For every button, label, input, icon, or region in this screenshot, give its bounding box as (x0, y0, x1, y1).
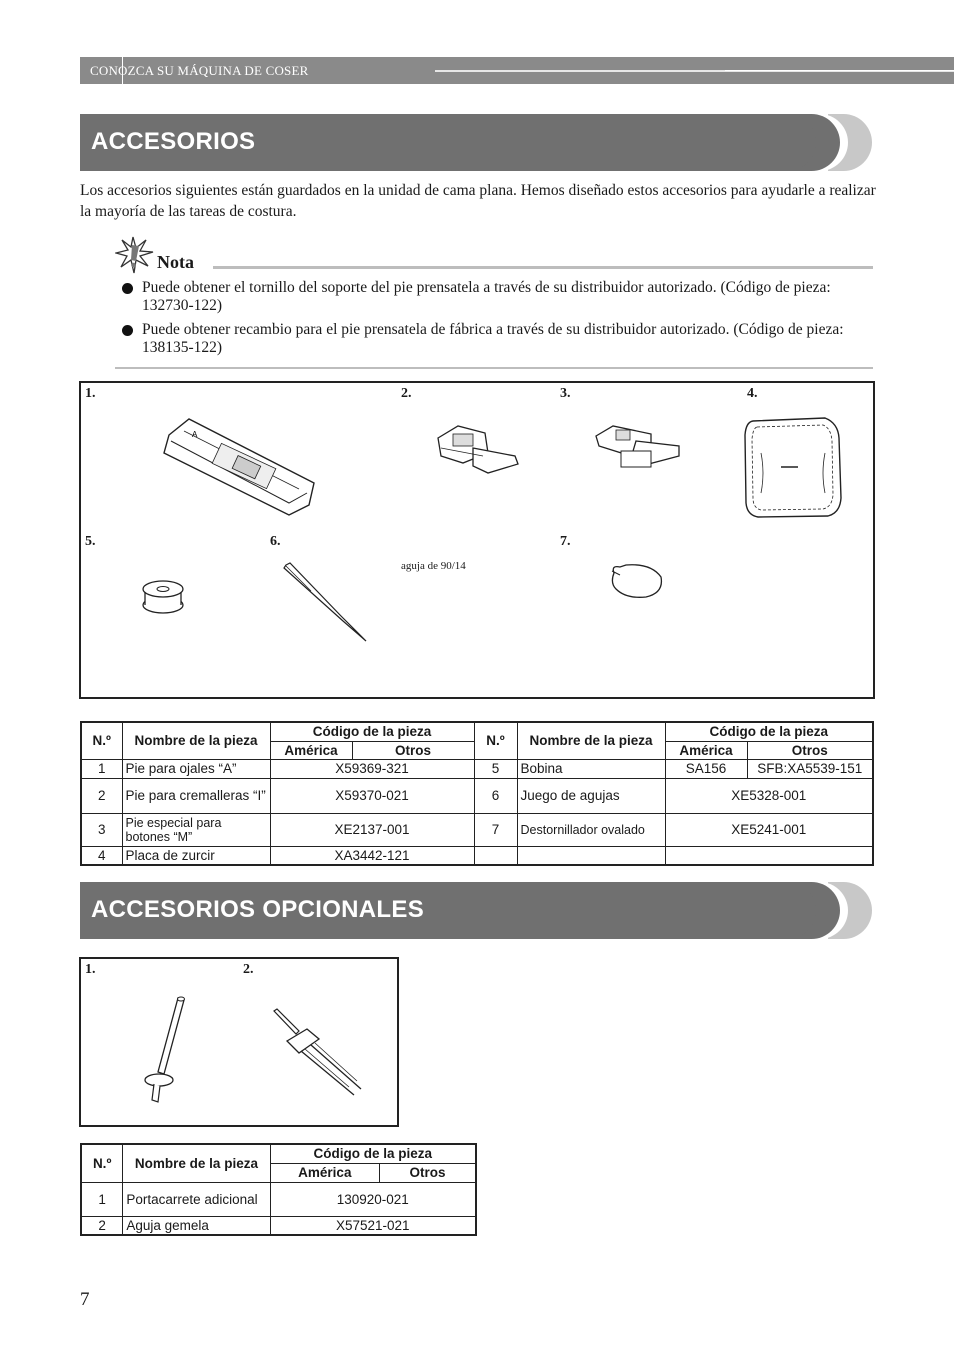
header-rule-highlight (725, 70, 954, 71)
note-list (115, 279, 875, 363)
section-title: ACCESORIOS (91, 128, 256, 155)
note-item (115, 279, 875, 315)
header-code: Código de la pieza (270, 1144, 476, 1163)
button-foot-illustration (591, 416, 686, 476)
needle-illustration (281, 561, 371, 643)
table-row: 1 Portacarrete adicional 130920-021 (81, 1182, 476, 1216)
note-bottom-rule (115, 367, 873, 369)
note-sparkle-icon (115, 235, 155, 275)
buttonhole-foot-illustration (159, 405, 324, 520)
section-banner-accesorios-opcionales (80, 882, 880, 939)
figure-label: 6. (270, 534, 281, 549)
bobbin-illustration (136, 573, 191, 618)
header-num: N.º (81, 1144, 123, 1182)
table-row: 2 Aguja gemela X57521-021 (81, 1216, 476, 1235)
note-rule (213, 266, 873, 269)
figure-label: 3. (560, 386, 571, 401)
header-name: Nombre de la pieza (122, 722, 270, 759)
accessories-figure (79, 381, 875, 699)
figure-label: 2. (401, 386, 412, 401)
optional-accessories-figure (79, 957, 399, 1127)
darning-plate-illustration (743, 413, 843, 523)
header-name: Nombre de la pieza (517, 722, 665, 759)
table-row: 1 Pie para ojales “A” X59369-321 5 Bobina SA156 SFB:XA5539-151 (81, 759, 873, 778)
twin-needle-illustration (269, 1007, 369, 1102)
figure-label: 4. (747, 386, 758, 401)
header-num: N.º (474, 722, 517, 759)
screwdriver-illustration (606, 561, 666, 601)
header-num: N.º (81, 722, 122, 759)
page-number: 7 (80, 1289, 90, 1310)
header-america: América (270, 1163, 379, 1182)
table-row: 4 Placa de zurcir XA3442-121 (81, 846, 873, 865)
optional-accessories-table (80, 1143, 477, 1236)
header-code: Código de la pieza (270, 722, 474, 741)
section-title: ACCESORIOS OPCIONALES (91, 896, 425, 923)
note-item-text: Puede obtener el tornillo del soporte del pie prensatela a través de su distribuidor autorizado. (Código de pieza: 132730-122) (142, 279, 831, 314)
note-title: Nota (157, 252, 194, 272)
zipper-foot-illustration (433, 418, 523, 478)
figure-label: 2. (243, 962, 254, 977)
running-header (80, 57, 954, 84)
header-name: Nombre de la pieza (123, 1144, 270, 1182)
chapter-title: CONOZCA SU MÁQUINA DE COSER (90, 63, 309, 78)
header-otros: Otros (747, 741, 873, 759)
svg-text:A: A (192, 430, 198, 439)
figure-label: 7. (560, 534, 571, 549)
intro-paragraph: Los accesorios siguientes están guardados en la unidad de cama plana. Hemos diseñado estos accesorios para ayudarle a realizar la mayoría de las tareas de costura. (80, 182, 876, 220)
header-otros: Otros (380, 1163, 476, 1182)
header-america: América (665, 741, 747, 759)
table-row: 3 Pie especial para botones “M” XE2137-001 7 Destornillador ovalado XE5241-001 (81, 813, 873, 846)
table-row: 2 Pie para cremalleras “I” X59370-021 6 Juego de agujas XE5328-001 (81, 778, 873, 813)
note-item (115, 321, 875, 357)
bullet-icon (122, 283, 133, 294)
section-banner-accesorios (80, 114, 880, 171)
needle-caption: aguja de 90/14 (401, 560, 466, 572)
accessories-table (80, 721, 874, 866)
header-otros: Otros (352, 741, 474, 759)
header-america: América (270, 741, 352, 759)
header-code: Código de la pieza (665, 722, 873, 741)
spool-pin-illustration (126, 994, 196, 1106)
figure-label: 1. (85, 962, 96, 977)
figure-label: 5. (85, 534, 96, 549)
note-item-text: Puede obtener recambio para el pie prensatela de fábrica a través de su distribuidor autorizado. (Código de pieza: 138135-122) (142, 321, 844, 356)
figure-label: 1. (85, 386, 96, 401)
bullet-icon (122, 325, 133, 336)
